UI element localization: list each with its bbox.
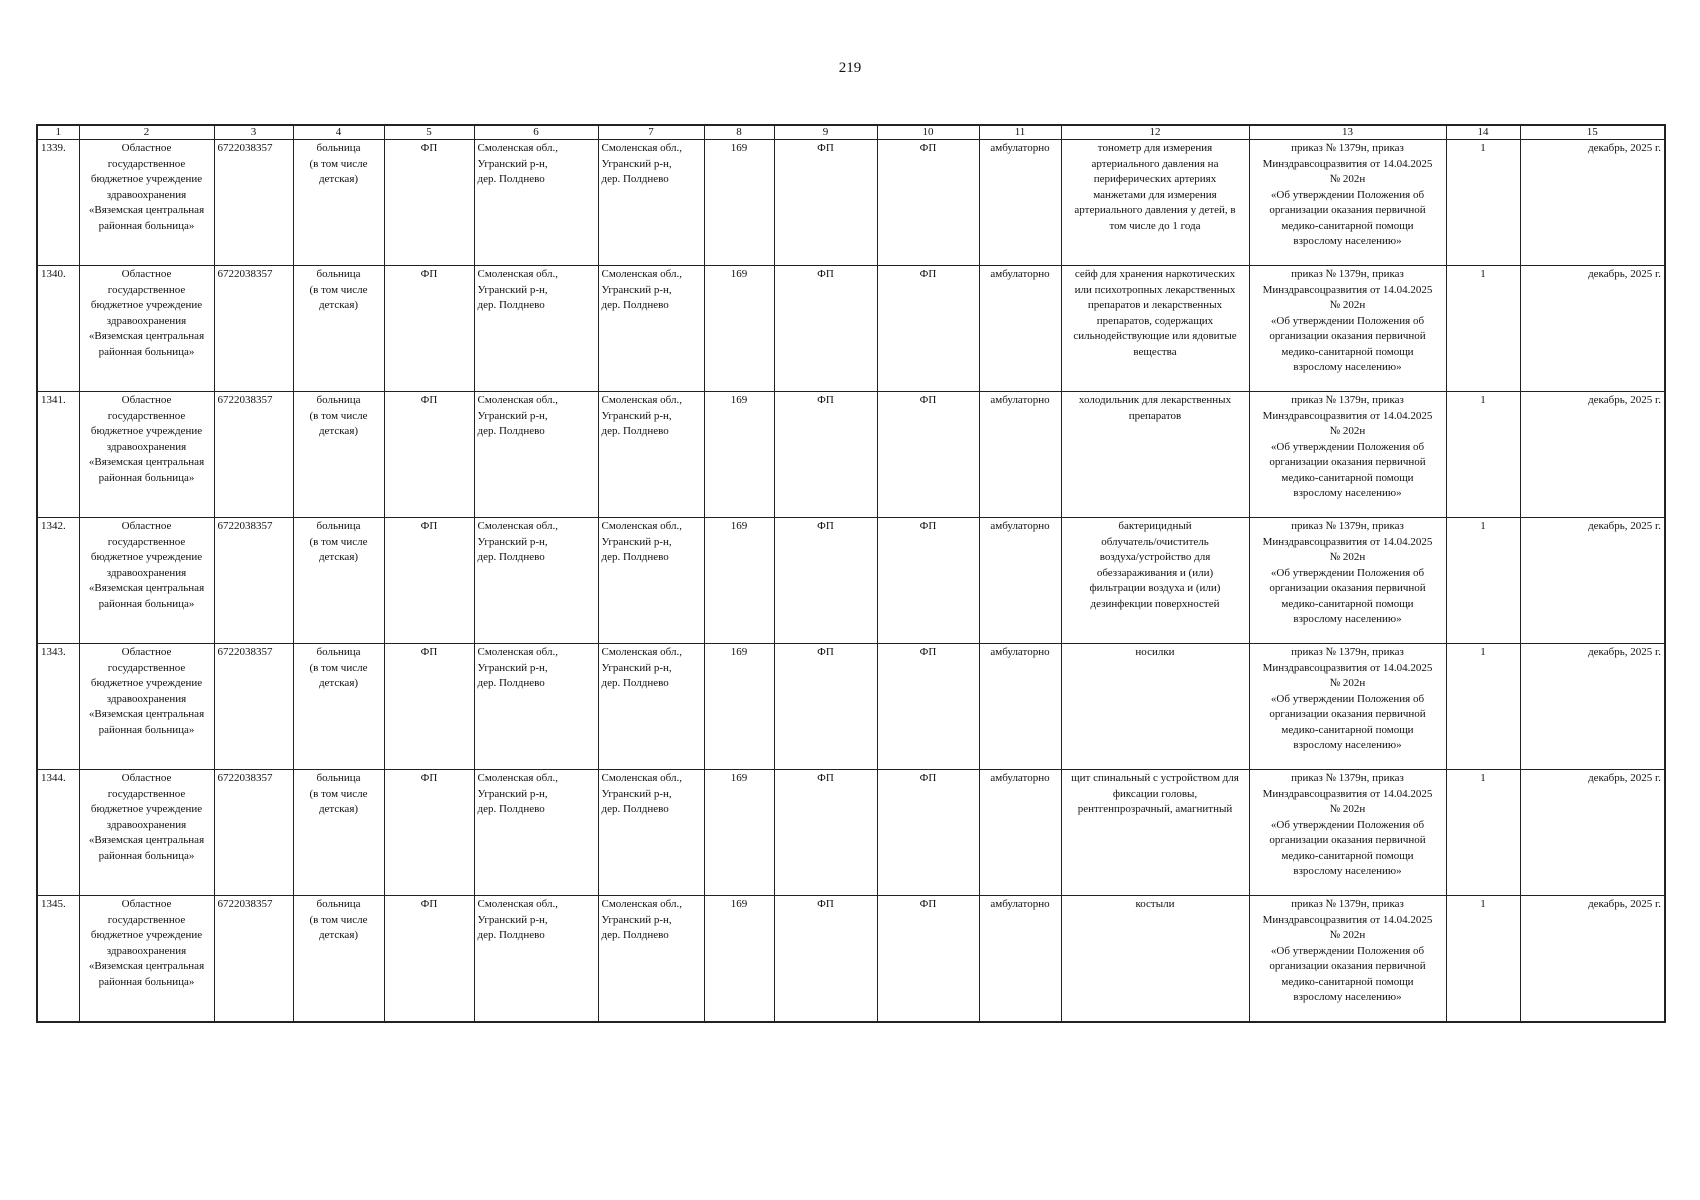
address-cell: Смоленская обл., Угранский р-н, дер. Полднево bbox=[474, 518, 598, 644]
row-number-cell: 1341. bbox=[37, 392, 79, 518]
col10-cell: ФП bbox=[877, 266, 979, 392]
equipment-cell: бактерицидный облучатель/очиститель воздуха/устройство для обеззараживания и (или) фильтрации воздуха и (или) дезинфекции поверхностей bbox=[1061, 518, 1249, 644]
address-cell: Смоленская обл., Угранский р-н, дер. Полднево bbox=[598, 266, 704, 392]
care-form-cell: амбулаторно bbox=[979, 140, 1061, 266]
column-header: 13 bbox=[1249, 125, 1446, 140]
address-cell: Смоленская обл., Угранский р-н, дер. Полднево bbox=[598, 770, 704, 896]
col9-cell: ФП bbox=[774, 266, 877, 392]
care-form-cell: амбулаторно bbox=[979, 644, 1061, 770]
order-cell: приказ № 1379н, приказ Минздравсоцразвития от 14.04.2025 № 202н «Об утверждении Положения об организации оказания первичной медико-санитарной помощи взрослому населению» bbox=[1249, 392, 1446, 518]
quantity-cell: 1 bbox=[1446, 644, 1520, 770]
col8-cell: 169 bbox=[704, 518, 774, 644]
address-cell: Смоленская обл., Угранский р-н, дер. Полднево bbox=[598, 392, 704, 518]
address-cell: Смоленская обл., Угранский р-н, дер. Полднево bbox=[474, 896, 598, 1022]
care-form-cell: амбулаторно bbox=[979, 518, 1061, 644]
inn-cell: 6722038357 bbox=[214, 266, 293, 392]
organization-cell: Областное государственное бюджетное учреждение здравоохранения «Вяземская центральная районная больница» bbox=[79, 140, 214, 266]
order-cell: приказ № 1379н, приказ Минздравсоцразвития от 14.04.2025 № 202н «Об утверждении Положения об организации оказания первичной медико-санитарной помощи взрослому населению» bbox=[1249, 644, 1446, 770]
row-number-cell: 1345. bbox=[37, 896, 79, 1022]
column-header: 4 bbox=[293, 125, 384, 140]
address-cell: Смоленская обл., Угранский р-н, дер. Полднево bbox=[598, 896, 704, 1022]
col9-cell: ФП bbox=[774, 518, 877, 644]
facility-type-cell: больница (в том числе детская) bbox=[293, 896, 384, 1022]
care-form-cell: амбулаторно bbox=[979, 392, 1061, 518]
address-cell: Смоленская обл., Угранский р-н, дер. Полднево bbox=[598, 140, 704, 266]
col9-cell: ФП bbox=[774, 140, 877, 266]
row-number-cell: 1342. bbox=[37, 518, 79, 644]
quantity-cell: 1 bbox=[1446, 896, 1520, 1022]
inn-cell: 6722038357 bbox=[214, 896, 293, 1022]
inn-cell: 6722038357 bbox=[214, 518, 293, 644]
table-row bbox=[37, 266, 1665, 392]
col9-cell: ФП bbox=[774, 644, 877, 770]
care-form-cell: амбулаторно bbox=[979, 770, 1061, 896]
col10-cell: ФП bbox=[877, 392, 979, 518]
quantity-cell: 1 bbox=[1446, 140, 1520, 266]
address-cell: Смоленская обл., Угранский р-н, дер. Полднево bbox=[474, 140, 598, 266]
column-header: 15 bbox=[1520, 125, 1665, 140]
row-number-cell: 1340. bbox=[37, 266, 79, 392]
date-cell: декабрь, 2025 г. bbox=[1520, 266, 1665, 392]
col8-cell: 169 bbox=[704, 644, 774, 770]
facility-type-cell: больница (в том числе детская) bbox=[293, 392, 384, 518]
facility-type-cell: больница (в том числе детская) bbox=[293, 644, 384, 770]
care-form-cell: амбулаторно bbox=[979, 266, 1061, 392]
organization-cell: Областное государственное бюджетное учреждение здравоохранения «Вяземская центральная районная больница» bbox=[79, 896, 214, 1022]
organization-cell: Областное государственное бюджетное учреждение здравоохранения «Вяземская центральная районная больница» bbox=[79, 770, 214, 896]
column-header: 2 bbox=[79, 125, 214, 140]
order-cell: приказ № 1379н, приказ Минздравсоцразвития от 14.04.2025 № 202н «Об утверждении Положения об организации оказания первичной медико-санитарной помощи взрослому населению» bbox=[1249, 140, 1446, 266]
row-number-cell: 1344. bbox=[37, 770, 79, 896]
column-number-row bbox=[37, 125, 1665, 140]
address-cell: Смоленская обл., Угранский р-н, дер. Полднево bbox=[474, 770, 598, 896]
col9-cell: ФП bbox=[774, 896, 877, 1022]
table-row bbox=[37, 644, 1665, 770]
col5-cell: ФП bbox=[384, 266, 474, 392]
facility-type-cell: больница (в том числе детская) bbox=[293, 770, 384, 896]
organization-cell: Областное государственное бюджетное учреждение здравоохранения «Вяземская центральная районная больница» bbox=[79, 518, 214, 644]
col8-cell: 169 bbox=[704, 770, 774, 896]
col10-cell: ФП bbox=[877, 770, 979, 896]
col8-cell: 169 bbox=[704, 896, 774, 1022]
table-row bbox=[37, 770, 1665, 896]
inn-cell: 6722038357 bbox=[214, 140, 293, 266]
equipment-cell: сейф для хранения наркотических или психотропных лекарственных препаратов и лекарственных препаратов, содержащих сильнодействующие или ядовитые вещества bbox=[1061, 266, 1249, 392]
column-header: 9 bbox=[774, 125, 877, 140]
col10-cell: ФП bbox=[877, 896, 979, 1022]
column-header: 1 bbox=[37, 125, 79, 140]
col5-cell: ФП bbox=[384, 896, 474, 1022]
inn-cell: 6722038357 bbox=[214, 392, 293, 518]
date-cell: декабрь, 2025 г. bbox=[1520, 770, 1665, 896]
organization-cell: Областное государственное бюджетное учреждение здравоохранения «Вяземская центральная районная больница» bbox=[79, 266, 214, 392]
address-cell: Смоленская обл., Угранский р-н, дер. Полднево bbox=[598, 644, 704, 770]
column-header: 14 bbox=[1446, 125, 1520, 140]
equipment-cell: щит спинальный с устройством для фиксации головы, рентгенпрозрачный, амагнитный bbox=[1061, 770, 1249, 896]
inn-cell: 6722038357 bbox=[214, 770, 293, 896]
col8-cell: 169 bbox=[704, 140, 774, 266]
equipment-cell: костыли bbox=[1061, 896, 1249, 1022]
order-cell: приказ № 1379н, приказ Минздравсоцразвития от 14.04.2025 № 202н «Об утверждении Положения об организации оказания первичной медико-санитарной помощи взрослому населению» bbox=[1249, 266, 1446, 392]
order-cell: приказ № 1379н, приказ Минздравсоцразвития от 14.04.2025 № 202н «Об утверждении Положения об организации оказания первичной медико-санитарной помощи взрослому населению» bbox=[1249, 896, 1446, 1022]
quantity-cell: 1 bbox=[1446, 770, 1520, 896]
quantity-cell: 1 bbox=[1446, 266, 1520, 392]
address-cell: Смоленская обл., Угранский р-н, дер. Полднево bbox=[474, 266, 598, 392]
date-cell: декабрь, 2025 г. bbox=[1520, 392, 1665, 518]
address-cell: Смоленская обл., Угранский р-н, дер. Полднево bbox=[474, 392, 598, 518]
col9-cell: ФП bbox=[774, 392, 877, 518]
care-form-cell: амбулаторно bbox=[979, 896, 1061, 1022]
registry-table bbox=[36, 124, 1666, 1023]
col10-cell: ФП bbox=[877, 140, 979, 266]
col5-cell: ФП bbox=[384, 770, 474, 896]
address-cell: Смоленская обл., Угранский р-н, дер. Полднево bbox=[598, 518, 704, 644]
date-cell: декабрь, 2025 г. bbox=[1520, 518, 1665, 644]
col8-cell: 169 bbox=[704, 266, 774, 392]
col8-cell: 169 bbox=[704, 392, 774, 518]
order-cell: приказ № 1379н, приказ Минздравсоцразвития от 14.04.2025 № 202н «Об утверждении Положения об организации оказания первичной медико-санитарной помощи взрослому населению» bbox=[1249, 518, 1446, 644]
table-row bbox=[37, 392, 1665, 518]
col5-cell: ФП bbox=[384, 392, 474, 518]
table-row bbox=[37, 140, 1665, 266]
col5-cell: ФП bbox=[384, 644, 474, 770]
quantity-cell: 1 bbox=[1446, 518, 1520, 644]
date-cell: декабрь, 2025 г. bbox=[1520, 896, 1665, 1022]
column-header: 7 bbox=[598, 125, 704, 140]
equipment-cell: холодильник для лекарственных препаратов bbox=[1061, 392, 1249, 518]
row-number-cell: 1339. bbox=[37, 140, 79, 266]
table-row bbox=[37, 518, 1665, 644]
equipment-cell: носилки bbox=[1061, 644, 1249, 770]
row-number-cell: 1343. bbox=[37, 644, 79, 770]
date-cell: декабрь, 2025 г. bbox=[1520, 140, 1665, 266]
order-cell: приказ № 1379н, приказ Минздравсоцразвития от 14.04.2025 № 202н «Об утверждении Положения об организации оказания первичной медико-санитарной помощи взрослому населению» bbox=[1249, 770, 1446, 896]
inn-cell: 6722038357 bbox=[214, 644, 293, 770]
facility-type-cell: больница (в том числе детская) bbox=[293, 140, 384, 266]
date-cell: декабрь, 2025 г. bbox=[1520, 644, 1665, 770]
column-header: 8 bbox=[704, 125, 774, 140]
column-header: 6 bbox=[474, 125, 598, 140]
page-number: 219 bbox=[838, 60, 862, 76]
column-header: 3 bbox=[214, 125, 293, 140]
organization-cell: Областное государственное бюджетное учреждение здравоохранения «Вяземская центральная районная больница» bbox=[79, 644, 214, 770]
column-header: 5 bbox=[384, 125, 474, 140]
facility-type-cell: больница (в том числе детская) bbox=[293, 266, 384, 392]
facility-type-cell: больница (в том числе детская) bbox=[293, 518, 384, 644]
col5-cell: ФП bbox=[384, 140, 474, 266]
table-row bbox=[37, 896, 1665, 1022]
column-header: 10 bbox=[877, 125, 979, 140]
address-cell: Смоленская обл., Угранский р-н, дер. Полднево bbox=[474, 644, 598, 770]
col9-cell: ФП bbox=[774, 770, 877, 896]
quantity-cell: 1 bbox=[1446, 392, 1520, 518]
col10-cell: ФП bbox=[877, 644, 979, 770]
col5-cell: ФП bbox=[384, 518, 474, 644]
column-header: 12 bbox=[1061, 125, 1249, 140]
equipment-cell: тонометр для измерения артериального давления на периферических артериях манжетами для измерения артериального давления у детей, в том числе до 1 года bbox=[1061, 140, 1249, 266]
column-header: 11 bbox=[979, 125, 1061, 140]
organization-cell: Областное государственное бюджетное учреждение здравоохранения «Вяземская центральная районная больница» bbox=[79, 392, 214, 518]
col10-cell: ФП bbox=[877, 518, 979, 644]
